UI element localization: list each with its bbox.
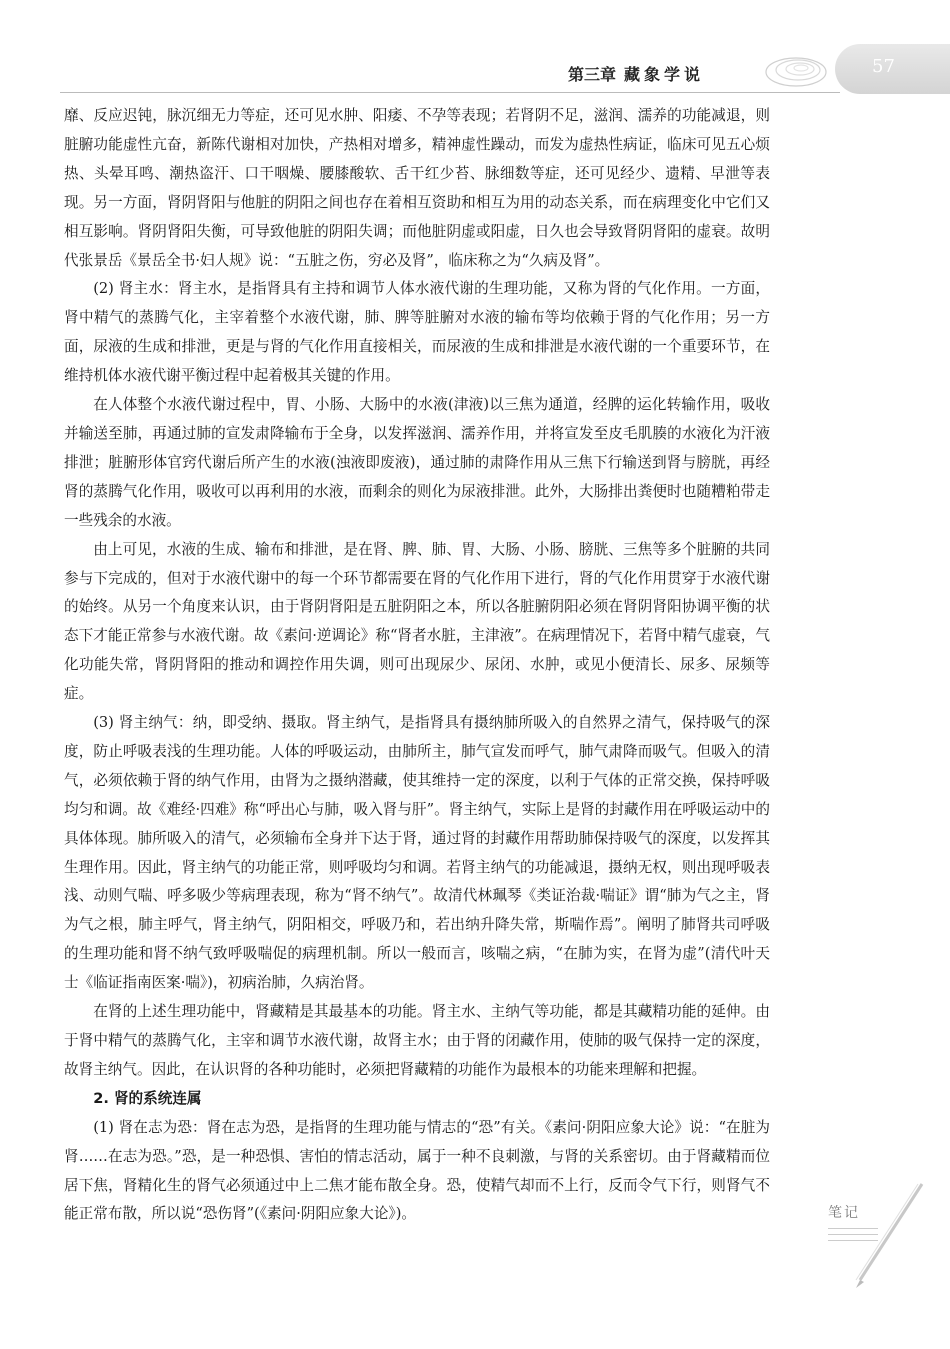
chapter-label: 第三章 [568,65,617,84]
paragraph: 靡、反应迟钝，脉沉细无力等症，还可见水肿、阳痿、不孕等表现；若肾阴不足，滋润、濡养的功能减退，则脏腑功能虚性亢奋，新陈代谢相对加快，产热相对增多，精神虚性躁动，而发为虚热性病证，临床可见五心烦热、头晕耳鸣、潮热盗汗、口干咽燥、腰膝酸软、舌干红少苔、脉细数等症，还可见经少、遗精、早泄等表现。另一方面，肾阴肾阳与他脏的阴阳之间也存在着相互资助和相互为用的动态关系，而在病理变化中它们又相互影响。肾阴肾阳失衡，可导致他脏的阴阳失调；而他脏阴虚或阳虚，日久也会导致肾阴肾阳的虚衰。故明代张景岳《景岳全书·妇人规》说：“五脏之伤，穷必及肾”，临床称之为“久病及肾”。 [64,107,770,269]
paragraph: (1) 肾在志为恐：肾在志为恐，是指肾的生理功能与情志的“恐”有关。《素问·阴阳应象大论》说：“在脏为肾……在志为恐。”恐，是一种恐惧、害怕的情志活动，属于一种不良刺激，与肾的关系密切。由于肾藏精而位居下焦，肾精化生的肾气必须通过中上二焦才能布散全身。恐，使精气却而不上行，反而令气下行，则肾气不能正常布散，所以说“恐伤肾”(《素问·阴阳应象大论》)。 [64,1118,770,1223]
paragraph: (2) 肾主水：肾主水，是指肾具有主持和调节人体水液代谢的生理功能，又称为肾的气化作用。一方面，肾中精气的蒸腾气化，主宰着整个水液代谢，肺、脾等脏腑对水液的输布等均依赖于肾的气化作用；另一方面，尿液的生成和排泄，更是与肾的气化作用直接相关，而尿液的生成和排泄是水液代谢的一个重要环节，在维持机体水液代谢平衡过程中起着极其关键的作用。 [64,280,770,385]
page-header [0,52,950,92]
notes-label: 笔记 [828,1205,860,1221]
header-rule [60,92,840,93]
section-heading: 2. 肾的系统连属 [93,1089,202,1107]
notes-margin [816,1190,926,1310]
page-number: 57 [872,56,895,77]
pen-icon [846,1180,926,1290]
paragraph: 在人体整个水液代谢过程中，胃、小肠、大肠中的水液(津液)以三焦为通道，经脾的运化转输作用，吸收并输送至肺，再通过肺的宣发肃降输布于全身，以发挥滋润、濡养作用，并将宣发至皮毛肌腠的水液化为汗液排泄；脏腑形体官窍代谢后所产生的水液(浊液即废液)，通过肺的肃降作用从三焦下行输送到肾与膀胱，再经肾的蒸腾气化作用，吸收可以再利用的水液，而剩余的则化为尿液排泄。此外，大肠排出粪便时也随糟粕带走一些残余的水液。 [64,396,770,529]
chapter-title: 藏象学说 [624,65,705,84]
swirl-ornament-icon [760,52,830,96]
paragraph: 由上可见，水液的生成、输布和排泄，是在肾、脾、肺、胃、大肠、小肠、膀胱、三焦等多个脏腑的共同参与下完成的，但对于水液代谢中的每一个环节都需要在肾的气化作用下进行，肾的气化作用贯穿于水液代谢的始终。从另一个角度来认识，由于肾阴肾阳是五脏阴阳之本，所以各脏腑阴阳必须在肾阴肾阳协调平衡的状态下才能正常参与水液代谢。故《素问·逆调论》称“肾者水脏，主津液”。在病理情况下，若肾中精气虚衰，气化功能失常，肾阴肾阳的推动和调控作用失调，则可出现尿少、尿闭、水肿，或见小便清长、尿多、尿频等症。 [64,540,770,703]
paragraph: (3) 肾主纳气：纳，即受纳、摄取。肾主纳气，是指肾具有摄纳肺所吸入的自然界之清气，保持吸气的深度，防止呼吸表浅的生理功能。人体的呼吸运动，由肺所主，肺气宣发而呼气，肺气肃降而吸气。但吸入的清气，必须依赖于肾的纳气作用，由肾为之摄纳潜藏，使其维持一定的深度，以利于气体的正常交换，保持呼吸均匀和调。故《难经·四难》称“呼出心与肺，吸入肾与肝”。肾主纳气，实际上是肾的封藏作用在呼吸运动中的具体体现。肺所吸入的清气，必须输布全身并下达于肾，通过肾的封藏作用帮助肺保持吸气的深度，以发挥其生理作用。因此，肾主纳气的功能正常，则呼吸均匀和调。若肾主纳气的功能减退，摄纳无权，则出现呼吸表浅、动则气喘、呼多吸少等病理表现，称为“肾不纳气”。故清代林珮琴《类证治裁·喘证》谓“肺为气之主，肾为气之根，肺主呼气，肾主纳气，阴阳相交，呼吸乃和，若出纳升降失常，斯喘作焉”。阐明了肺肾共司呼吸的生理功能和肾不纳气致呼吸喘促的病理机制。所以一般而言，咳喘之病，“在肺为实，在肾为虚”(清代叶天士《临证指南医案·喘》)，初病治肺，久病治肾。 [64,714,770,992]
paragraph: 在肾的上述生理功能中，肾藏精是其最基本的功能。肾主水、主纳气等功能，都是其藏精功能的延伸。由于肾中精气的蒸腾气化，主宰和调节水液代谢，故肾主水；由于肾的闭藏作用，使肺的吸气保持一定的深度，故肾主纳气。因此，在认识肾的各种功能时，必须把肾藏精的功能作为最根本的功能来理解和把握。 [64,1003,770,1078]
running-head [568,62,704,85]
page-body [64,102,770,1229]
